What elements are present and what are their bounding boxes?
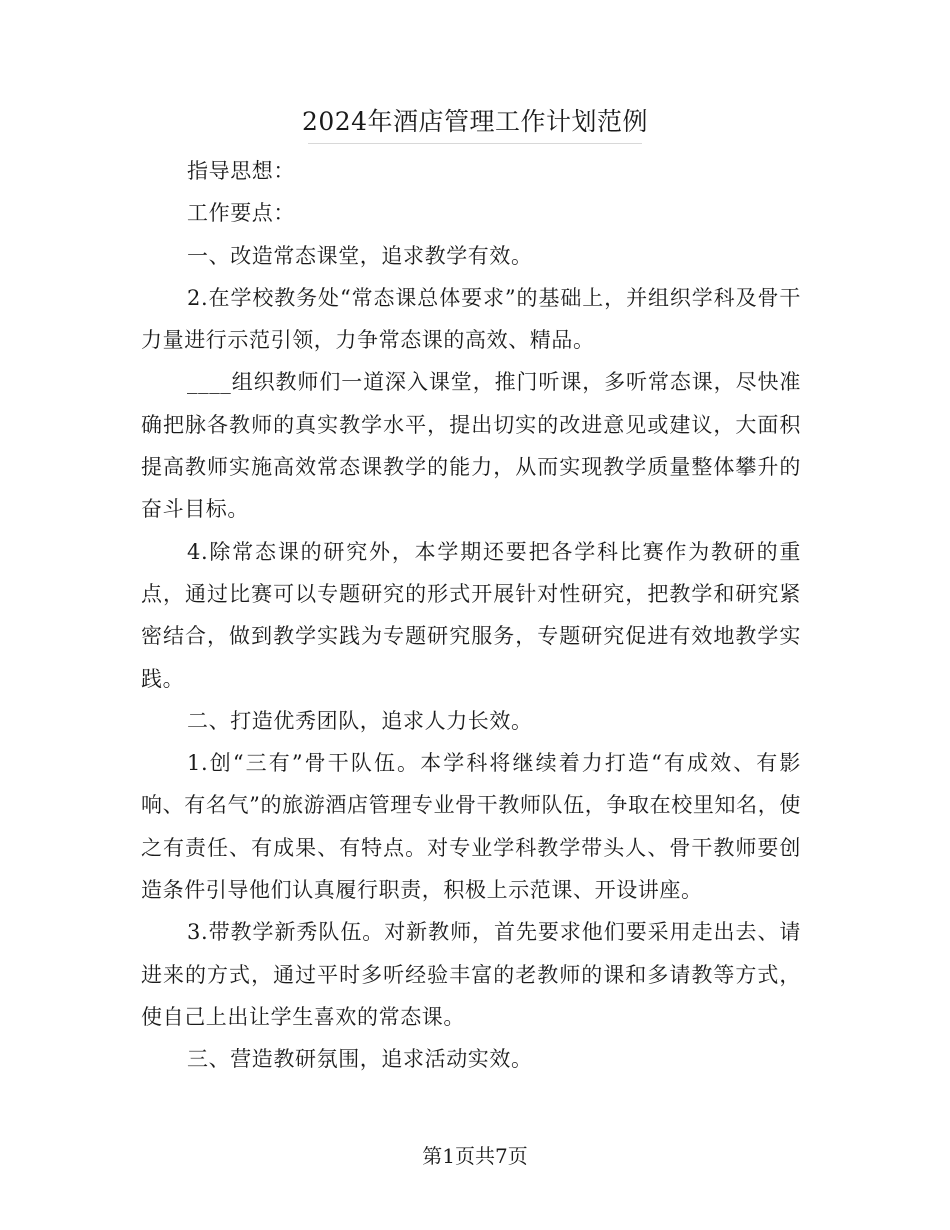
document-body [141,150,801,1081]
paragraph-item-2: 2.在学校教务处“常态课总体要求”的基础上，并组织学科及骨干力量进行示范引领，力争常态课的高效、精品。 [141,285,801,353]
paragraph-item-3-new-teachers: 3.带教学新秀队伍。对新教师，首先要求他们要采用走出去、请进来的方式，通过平时多听经验丰富的老教师的课和多请教等方式，使自己上出让学生喜欢的常态课。 [141,920,801,1029]
paragraph-section-1-heading: 一、改造常态课堂，追求教学有效。 [187,243,533,268]
paragraph-item-1-backbone: 1.创“三有”骨干队伍。本学科将继续着力打造“有成效、有影响、有名气”的旅游酒店管理专业骨干教师队伍，争取在校里知名，使之有责任、有成果、有特点。对专业学科教学带头人、骨干教师要创造条件引导他们认真履行职责，积极上示范课、开设讲座。 [141,751,801,903]
page-number-footer: 第1页共7页 [422,1144,528,1168]
paragraph-section-2-heading: 二、打造优秀团队，追求人力长效。 [187,708,533,733]
paragraph-item-4: 4.除常态课的研究外，本学期还要把各学科比赛作为教研的重点，通过比赛可以专题研究的形式开展针对性研究，把教学和研究紧密结合，做到教学实践为专题研究服务，专题研究促进有效地教学实践。 [141,539,801,691]
paragraph-guiding-ideology: 指导思想： [187,159,295,183]
paragraph-work-points: 工作要点： [187,201,295,226]
paragraph-section-3-heading: 三、营造教研氛围，追求活动实效。 [187,1047,533,1072]
title-underline [308,143,642,144]
document-title: 2024年酒店管理工作计划范例 [301,107,649,136]
paragraph-item-blank: ____组织教师们一道深入课堂，推门听课，多听常态课，尽快准确把脉各教师的真实教学水平，提出切实的改进意见或建议，大面积提高教师实施高效常态课教学的能力，从而实现教学质量整体攀升的奋斗目标。 [141,370,801,522]
